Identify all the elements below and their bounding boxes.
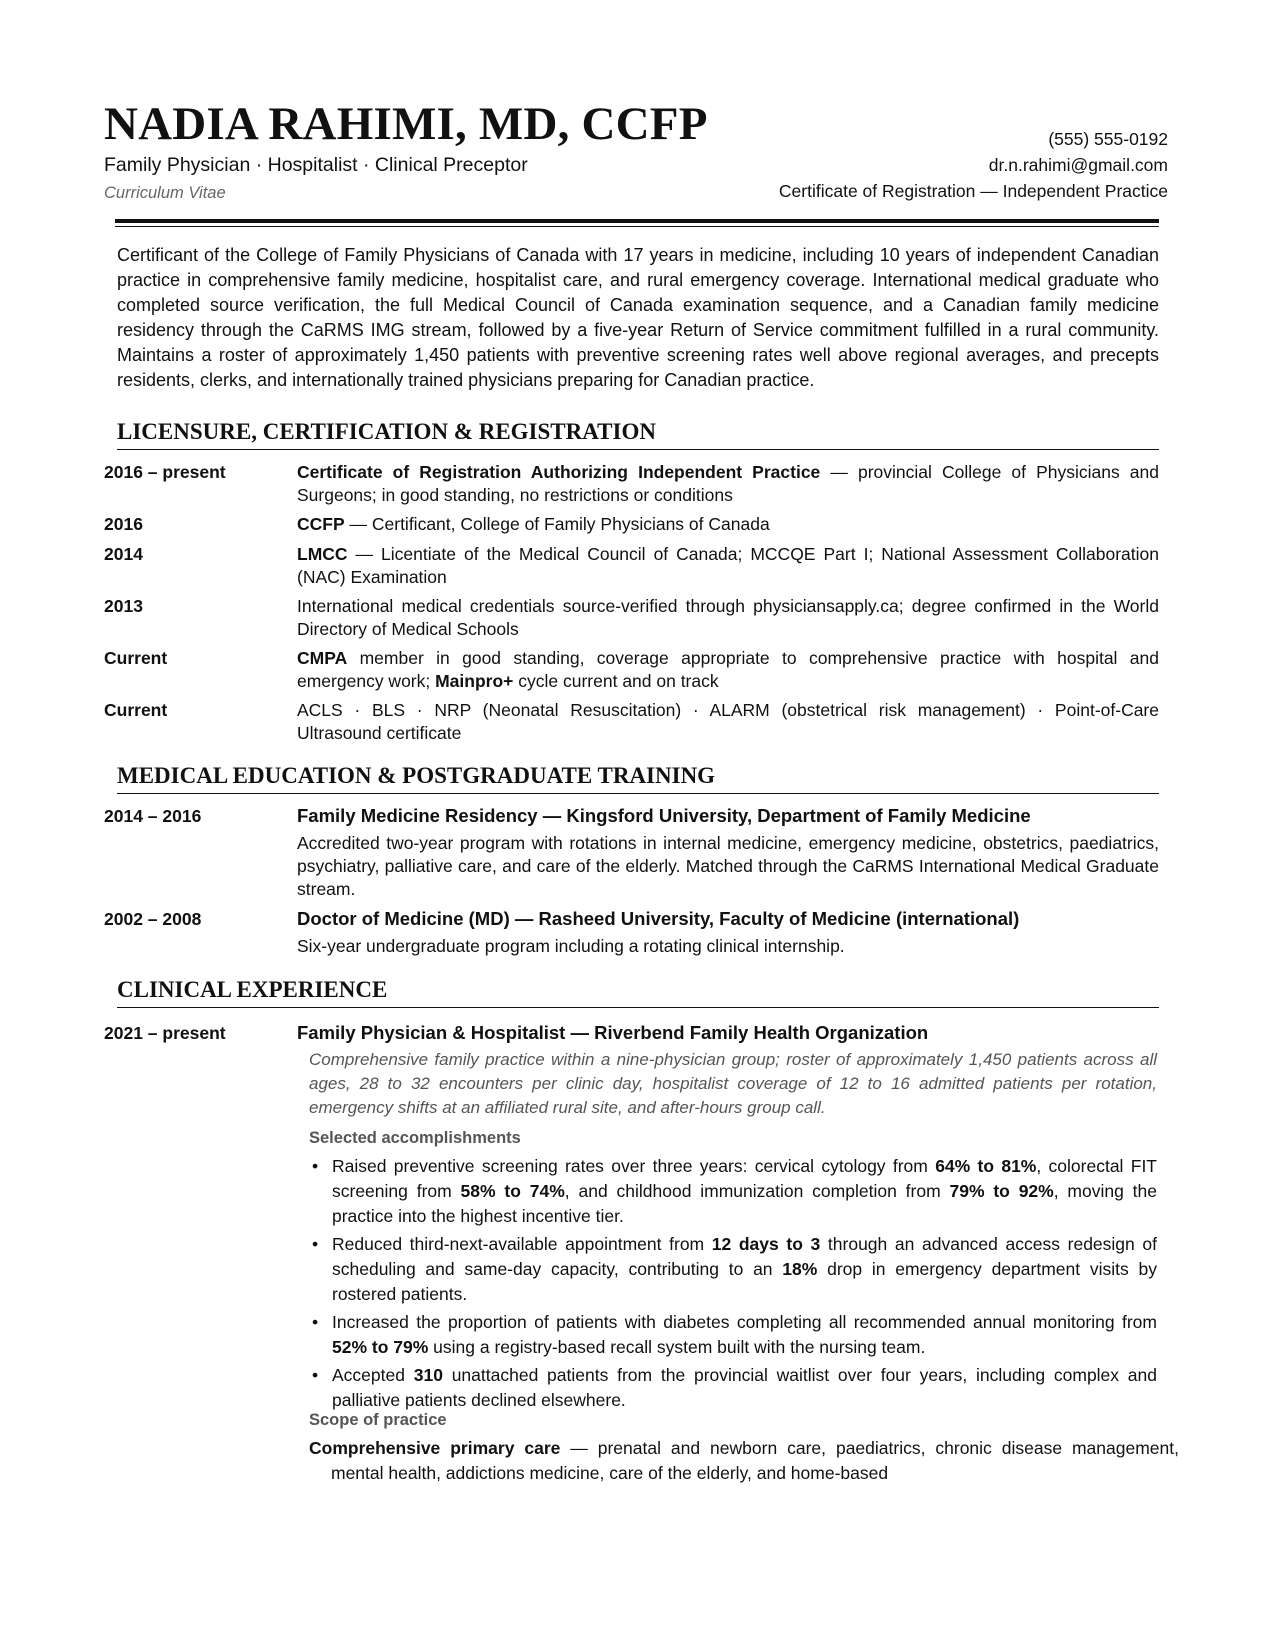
- licensure-date: 2013: [104, 596, 143, 616]
- bullet-icon: •: [312, 1156, 319, 1176]
- accomplishments-label: Selected accomplishments: [309, 1129, 521, 1147]
- bullet-text: , moving the practice into the highest incentive tier.: [332, 1181, 1157, 1226]
- licensure-entry: [297, 461, 1159, 507]
- scope-entry-bold: Comprehensive primary care: [309, 1438, 561, 1458]
- scope-entry: [309, 1436, 1179, 1486]
- header-divider-thin: [115, 226, 1159, 227]
- accomplishments-list: [309, 1154, 1157, 1416]
- experience-title: Family Physician & Hospitalist — Riverbend Family Health Organization: [297, 1022, 929, 1043]
- licensure-date: 2016: [104, 514, 143, 534]
- bullet-metric: 12 days to 3: [711, 1234, 821, 1254]
- licensure-entry-text: International medical credentials source-verified through physiciansapply.ca; degree confirmed in the World Directory of Medical Schools: [297, 596, 1159, 639]
- email-address: dr.n.rahimi@gmail.com: [988, 155, 1168, 175]
- licensure-date: 2016 – present: [104, 462, 226, 482]
- bullet-text: unattached patients from the provincial waitlist over four years, including complex and palliative patients declined elsewhere.: [332, 1365, 1158, 1410]
- list-item: [309, 1232, 1157, 1307]
- licensure-entry-text: — Certificant, College of Family Physicians of Canada: [344, 514, 770, 534]
- education-description: Six-year undergraduate program including a rotating clinical internship.: [297, 936, 845, 956]
- phone-number: (555) 555-0192: [1048, 129, 1168, 149]
- education-date: 2002 – 2008: [104, 909, 202, 929]
- experience-date: 2021 – present: [104, 1023, 226, 1043]
- licensure-entry-text-2: cycle current and on track: [513, 671, 719, 691]
- section-heading-education: MEDICAL EDUCATION & POSTGRADUATE TRAINING: [117, 762, 1159, 794]
- education-date: 2014 – 2016: [104, 806, 202, 826]
- section-heading-experience: CLINICAL EXPERIENCE: [117, 976, 1159, 1008]
- licensure-date: 2014: [104, 544, 143, 564]
- registration-status: Certificate of Registration — Independent Practice: [778, 181, 1168, 201]
- licensure-entry: [297, 513, 1159, 536]
- section-heading-licensure: LICENSURE, CERTIFICATION & REGISTRATION: [117, 418, 1159, 450]
- education-title: Family Medicine Residency — Kingsford University, Department of Family Medicine: [297, 805, 1031, 826]
- licensure-entry-text: — provincial College of Physicians and Surgeons; in good standing, no restrictions or conditions: [297, 462, 1159, 505]
- bullet-metric: 64% to 81%: [935, 1156, 1037, 1176]
- licensure-entry-bold: CMPA: [297, 648, 348, 668]
- experience-description: Comprehensive family practice within a nine-physician group; roster of approximately 1,450 patients across all ages, 28 to 32 encounters per clinic day, hospitalist coverage of 12 to 16 admitted patients per rotation, emergency shifts at an affiliated rural site, and after-hours group call.: [309, 1050, 1157, 1117]
- bullet-text: using a registry-based recall system built with the nursing team.: [428, 1337, 926, 1357]
- list-item: [309, 1363, 1157, 1413]
- scope-entry-text: — prenatal and newborn care, paediatrics, chronic disease management, mental health, addictions medicine, care of the elderly, and home-based: [331, 1438, 1179, 1483]
- candidate-name: NADIA RAHIMI, MD, CCFP: [104, 98, 708, 150]
- bullet-text: Raised preventive screening rates over three years: cervical cytology from: [332, 1156, 936, 1176]
- bullet-text: drop in emergency department visits by rostered patients.: [332, 1259, 1157, 1304]
- bullet-text: Accepted: [332, 1365, 414, 1385]
- licensure-entry-bold: CCFP: [297, 514, 345, 534]
- header-divider-thick: [115, 219, 1159, 223]
- licensure-entry-text: ACLS · BLS · NRP (Neonatal Resuscitation) · ALARM (obstetrical risk management) · Point-of-Care Ultrasound certificate: [297, 700, 1159, 743]
- licensure-entry: [297, 699, 1159, 745]
- licensure-entry-text: member in good standing, coverage appropriate to comprehensive practice with hospital and emergency work;: [297, 648, 1159, 691]
- licensure-date: Current: [104, 648, 168, 668]
- bullet-metric: 79% to 92%: [949, 1181, 1054, 1201]
- bullet-icon: •: [312, 1234, 319, 1254]
- licensure-entry-bold-2: Mainpro+: [435, 671, 514, 691]
- bullet-metric: 310: [413, 1365, 443, 1385]
- professional-subtitle: Family Physician · Hospitalist · Clinical Preceptor: [104, 154, 528, 176]
- education-title: Doctor of Medicine (MD) — Rasheed University, Faculty of Medicine (international): [297, 908, 1020, 929]
- licensure-entry: [297, 595, 1159, 641]
- licensure-entry-bold: Certificate of Registration Authorizing Independent Practice: [297, 462, 821, 482]
- bullet-metric: 18%: [782, 1259, 818, 1279]
- bullet-text: Reduced third-next-available appointment from: [332, 1234, 712, 1254]
- bullet-icon: •: [312, 1365, 319, 1385]
- list-item: [309, 1310, 1157, 1360]
- bullet-icon: •: [312, 1312, 319, 1332]
- bullet-text: , colorectal FIT screening from: [332, 1156, 1157, 1201]
- cv-label: Curriculum Vitae: [104, 184, 226, 202]
- licensure-entry: [297, 647, 1159, 693]
- professional-summary: Certificant of the College of Family Physicians of Canada with 17 years in medicine, including 10 years of independent Canadian practice in comprehensive family medicine, hospitalist care, and rural emergency coverage. International medical graduate who completed source verification, the full Medical Council of Canada examination sequence, and a Canadian family medicine residency through the CaRMS IMG stream, followed by a five-year Return of Service commitment fulfilled in a rural community. Maintains a roster of approximately 1,450 patients with preventive screening rates well above regional averages, and precepts residents, clerks, and internationally trained physicians preparing for Canadian practice.: [117, 245, 1159, 390]
- bullet-metric: 58% to 74%: [460, 1181, 565, 1201]
- licensure-entry-text: — Licentiate of the Medical Council of Canada; MCCQE Part I; National Assessment Collaboration (NAC) Examination: [297, 544, 1159, 587]
- licensure-entry: [297, 543, 1159, 589]
- bullet-text: , and childhood immunization completion from: [564, 1181, 950, 1201]
- licensure-date: Current: [104, 700, 168, 720]
- bullet-text: through an advanced access redesign of scheduling and same-day capacity, contributing to an: [332, 1234, 1157, 1279]
- education-description: Accredited two-year program with rotations in internal medicine, emergency medicine, obstetrics, paediatrics, psychiatry, palliative care, and care of the elderly. Matched through the CaRMS International Medical Graduate stream.: [297, 833, 1159, 899]
- licensure-entry-bold: LMCC: [297, 544, 348, 564]
- list-item: [309, 1154, 1157, 1229]
- bullet-text: Increased the proportion of patients with diabetes completing all recommended annual monitoring from: [332, 1312, 1157, 1332]
- scope-label: Scope of practice: [309, 1411, 447, 1429]
- bullet-metric: 52% to 79%: [332, 1337, 429, 1357]
